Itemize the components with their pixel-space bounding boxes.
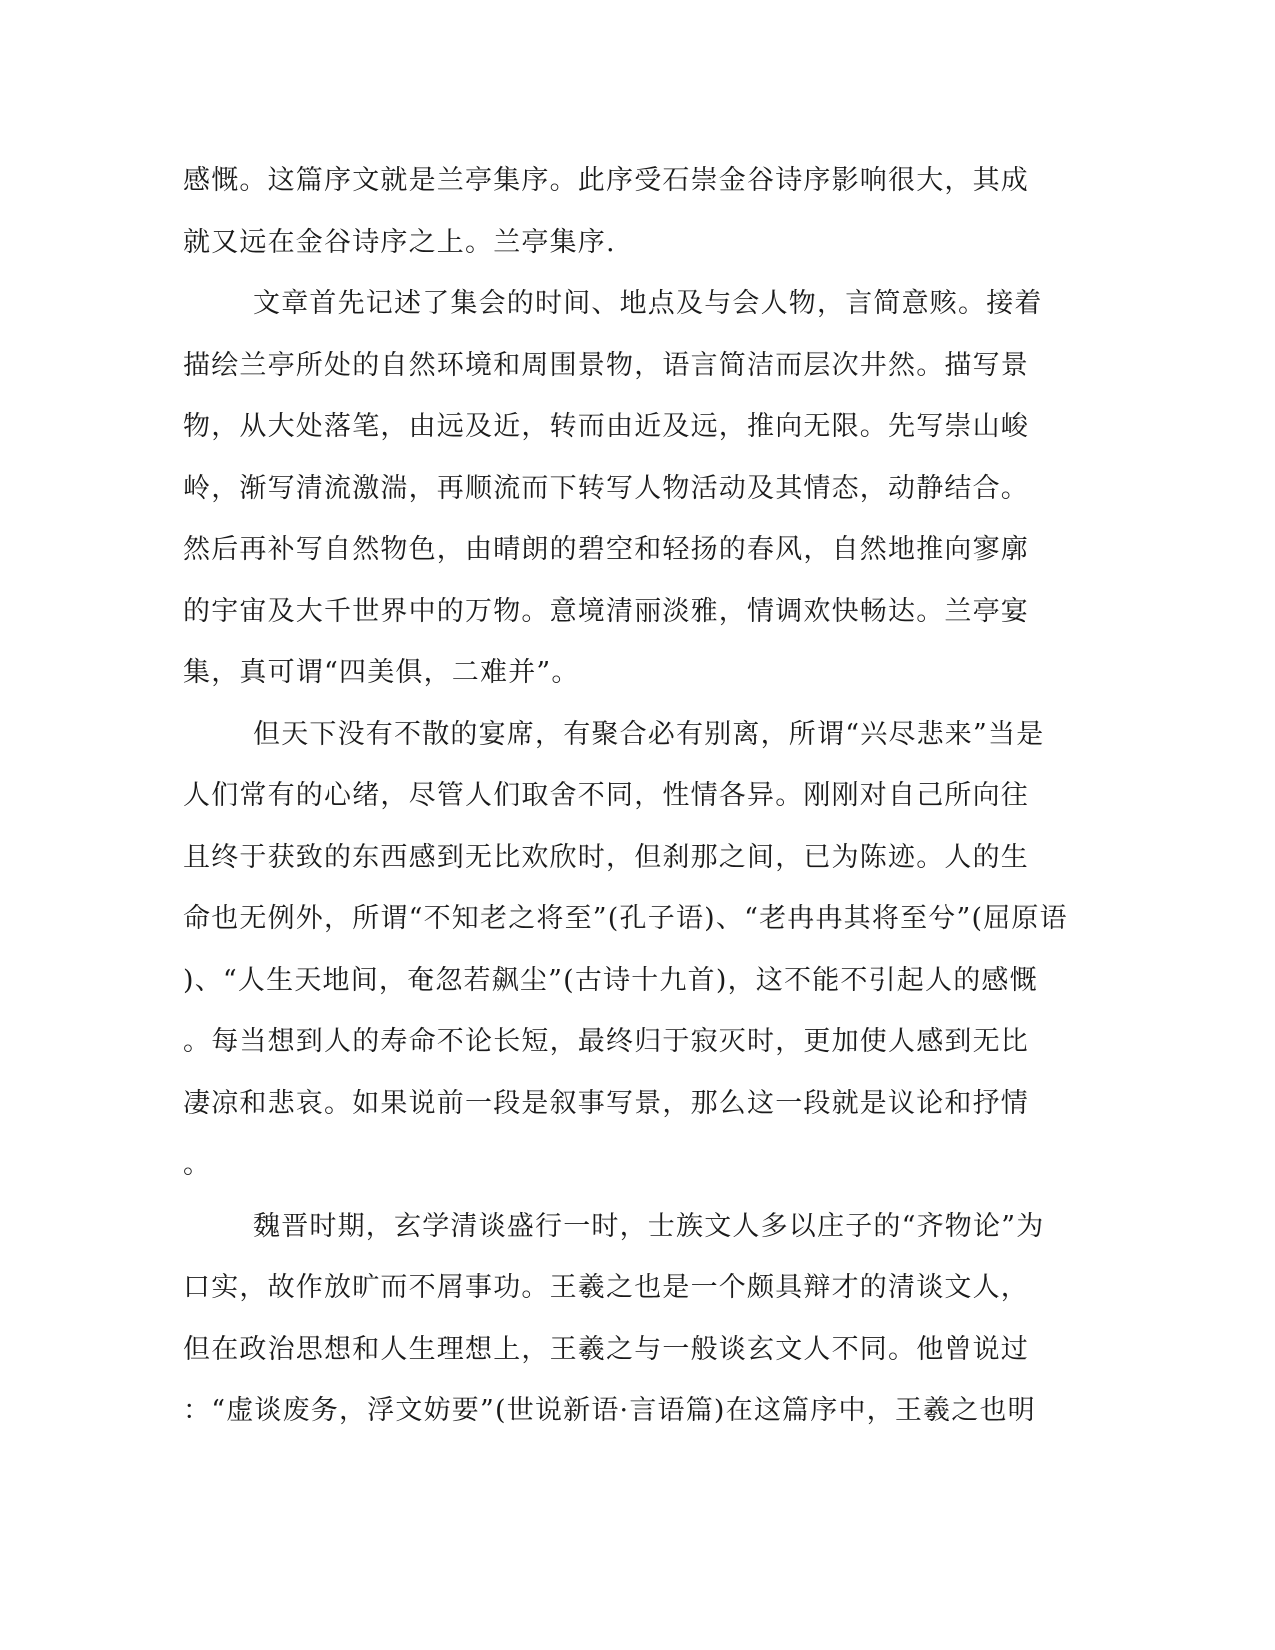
text-line: 集，真可谓“四美俱，二难并”。: [183, 657, 580, 688]
text-line: )、“人生天地间，奄忽若飙尘”(古诗十九首)，这不能不引起人的感慨: [183, 964, 1038, 996]
text-line: 描绘兰亭所处的自然环境和周围景物，语言简洁而层次井然。描写景: [183, 349, 1029, 381]
text-line: 凄凉和悲哀。如果说前一段是叙事写景，那么这一段就是议论和抒情: [183, 1087, 1029, 1119]
text-line: 物，从大处落笔，由远及近，转而由近及远，推向无限。先写崇山峻: [183, 411, 1029, 442]
text-line: 就又远在金谷诗序之上。兰亭集序.: [183, 226, 616, 258]
text-line: 岭，渐写清流激湍，再顺流而下转写人物活动及其情态，动静结合。: [183, 472, 1029, 504]
text-line: 命也无例外，所谓“不知老之将至”(孔子语)、“老冉冉其将至兮”(屈原语: [183, 903, 1068, 934]
text-line: 但在政治思想和人生理想上，王羲之与一般谈玄文人不同。他曾说过: [183, 1333, 1029, 1365]
text-line: 然后再补写自然物色，由晴朗的碧空和轻扬的春风，自然地推向寥廓: [183, 534, 1029, 565]
text-line: 感慨。这篇序文就是兰亭集序。此序受石崇金谷诗序影响很大，其成: [183, 165, 1029, 196]
text-line: 且终于获致的东西感到无比欢欣时，但刹那之间，已为陈迹。人的生: [183, 841, 1029, 873]
paragraph-start-line: 魏晋时期，玄学清谈盛行一时，士族文人多以庄子的“齐物论”为: [253, 1210, 1045, 1242]
text-line: 。: [183, 1149, 212, 1180]
text-line: 口实，故作放旷而不屑事功。王羲之也是一个颇具辩才的清谈文人，: [183, 1272, 1029, 1303]
text-line: 。每当想到人的寿命不论长短，最终归于寂灭时，更加使人感到无比: [183, 1026, 1029, 1057]
paragraph-start-line: 但天下没有不散的宴席，有聚合必有别离，所谓“兴尽悲来”当是: [253, 718, 1045, 750]
text-line: 人们常有的心绪，尽管人们取舍不同，性情各异。刚刚对自己所向往: [183, 780, 1029, 811]
text-line: 的宇宙及大千世界中的万物。意境清丽淡雅，情调欢快畅达。兰亭宴: [183, 595, 1029, 627]
body-text: [183, 150, 1068, 1442]
paragraph-start-line: 文章首先记述了集会的时间、地点及与会人物，言简意赅。接着: [253, 288, 1043, 319]
text-line: ：“虚谈废务，浮文妨要”(世说新语·言语篇)在这篇序中，王羲之也明: [183, 1395, 1036, 1426]
